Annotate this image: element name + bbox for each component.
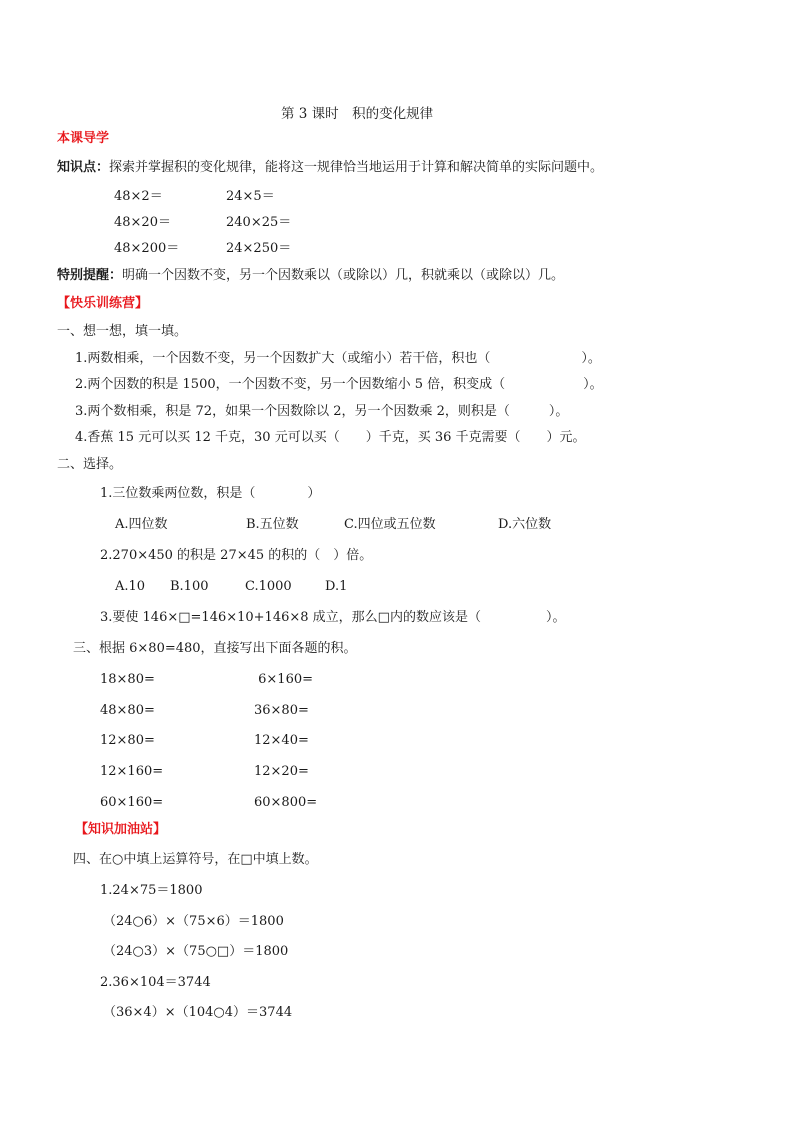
part1-item-3: 3.两个数相乘，积是 72，如果一个因数除以 2，另一个因数乘 2，则积是（ ）。: [75, 404, 569, 419]
part2-q3: 3.要使 146×□=146×10+146×8 成立，那么□内的数应该是（ ）。: [100, 610, 566, 625]
part4-title: 四、在○中填上运算符号，在□中填上数。: [73, 852, 318, 867]
part1-item-4: 4.香蕉 15 元可以买 12 千克，30 元可以买（ ）千克，买 36 千克需要（ ）元。: [75, 430, 586, 445]
part3-r3b: 12×40=: [254, 733, 309, 748]
knowledge-point: [57, 160, 603, 176]
example-2a: 48×20＝: [114, 215, 171, 230]
part3-r2b: 36×80=: [254, 703, 309, 718]
guide-heading: 本课导学: [57, 131, 110, 146]
part2-title: 二、选择。: [57, 457, 123, 472]
q2-option-a: A.10: [115, 579, 146, 594]
reminder-text: 明确一个因数不变，另一个因数乘以（或除以）几，积就乘以（或除以）几。: [122, 268, 565, 283]
part2-q1: 1.三位数乘两位数，积是（ ）: [100, 486, 321, 501]
reminder-label: 特别提醒：: [57, 268, 123, 283]
q2-option-c: C.1000: [245, 579, 292, 594]
knowledge-text: 探索并掌握积的变化规律，能将这一规律恰当地运用于计算和解决简单的实际问题中。: [109, 160, 604, 175]
part3-r4a: 12×160=: [100, 764, 164, 779]
q1-option-b: B.五位数: [246, 517, 299, 532]
page-title: 第 3 课时 积的变化规律: [281, 106, 434, 122]
part3-r1b: 6×160=: [254, 672, 314, 687]
part1-item-1: 1.两数相乘，一个因数不变，另一个因数扩大（或缩小）若干倍，积也（ ）。: [75, 351, 601, 366]
reminder: [57, 268, 564, 284]
q1-option-d: D.六位数: [498, 517, 552, 532]
q1-option-a: A.四位数: [115, 517, 168, 532]
example-1b: 24×5＝: [226, 189, 275, 204]
example-3b: 24×250＝: [226, 241, 292, 256]
part3-title: 三、根据 6×80=480，直接写出下面各题的积。: [73, 641, 357, 656]
part3-r4b: 12×20=: [254, 764, 309, 779]
q2-option-d: D.1: [325, 579, 348, 594]
part3-r3a: 12×80=: [100, 733, 155, 748]
boost-heading: 【知识加油站】: [75, 822, 167, 837]
part4-line-5: （36×4）×（104○4）＝3744: [103, 1005, 293, 1020]
knowledge-label: 知识点：: [57, 160, 110, 175]
example-1a: 48×2＝: [114, 189, 163, 204]
part3-r5a: 60×160=: [100, 795, 164, 810]
part3-r1a: 18×80=: [100, 672, 155, 687]
part1-title: 一、想一想，填一填。: [57, 324, 188, 339]
example-2b: 240×25＝: [226, 215, 292, 230]
part3-r2a: 48×80=: [100, 703, 155, 718]
part1-item-2: 2.两个因数的积是 1500，一个因数不变，另一个因数缩小 5 倍，积变成（ ）。: [75, 377, 603, 392]
training-heading: 【快乐训练营】: [57, 296, 149, 311]
part4-line-4: 2.36×104＝3744: [100, 975, 211, 990]
part3-r5b: 60×800=: [254, 795, 318, 810]
q1-option-c: C.四位或五位数: [344, 517, 436, 532]
part4-line-2: （24○6）×（75×6）＝1800: [103, 914, 284, 929]
part4-line-3: （24○3）×（75○□）＝1800: [103, 944, 289, 959]
example-3a: 48×200＝: [114, 241, 180, 256]
part2-q2: 2.270×450 的积是 27×45 的积的（ ）倍。: [100, 548, 373, 563]
part4-line-1: 1.24×75＝1800: [100, 883, 203, 898]
q2-option-b: B.100: [170, 579, 209, 594]
